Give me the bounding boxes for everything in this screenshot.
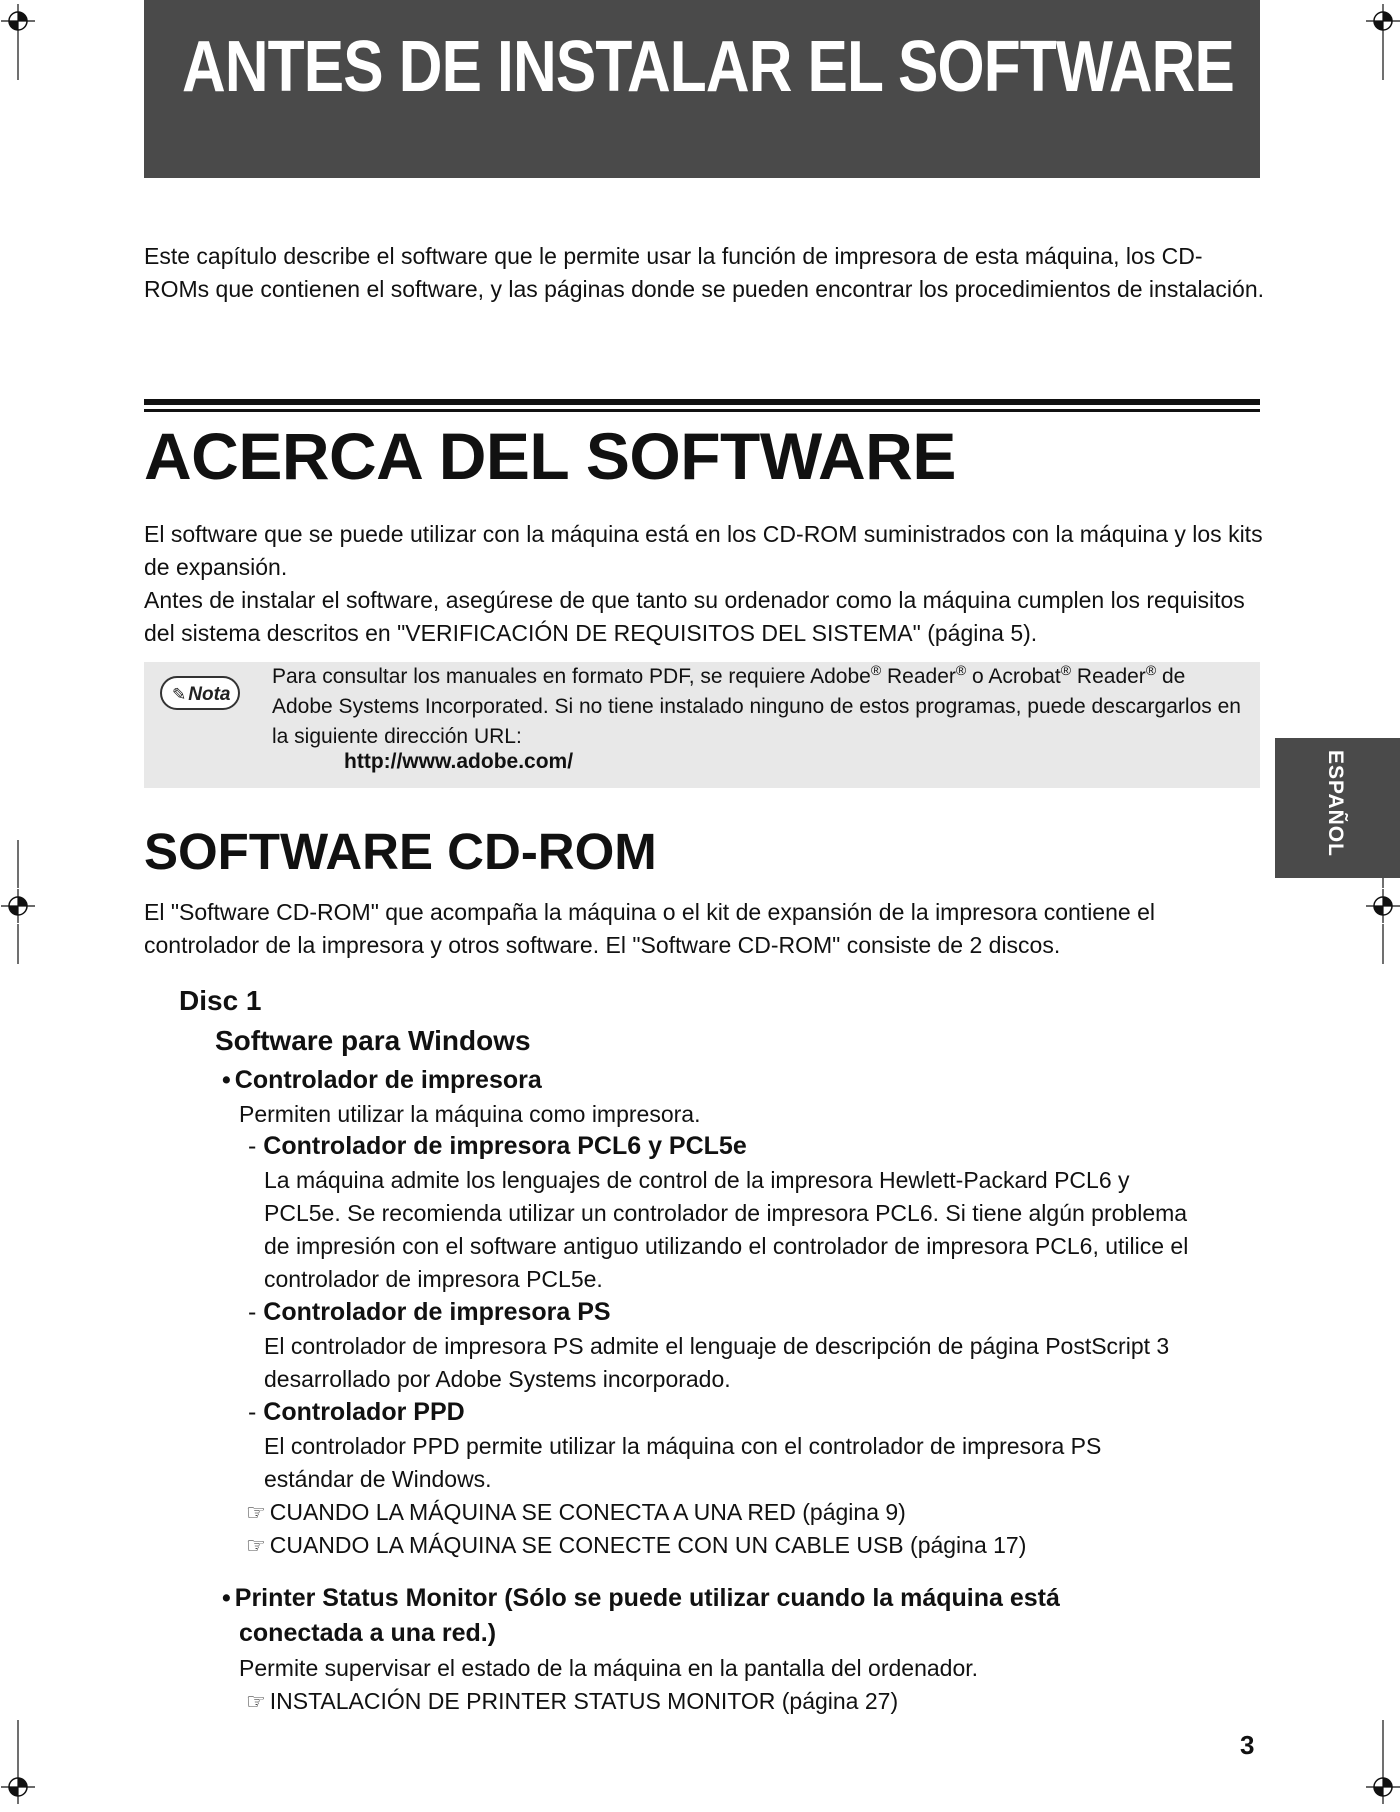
note-badge — [160, 676, 240, 710]
bullet-status-monitor-desc: Permite supervisar el estado de la máquina en la pantalla del ordenador. — [239, 1655, 979, 1681]
item-ppd-line-2: estándar de Windows. — [264, 1466, 492, 1492]
section-rule-thick — [144, 399, 1260, 405]
note-badge-label: Nota — [188, 684, 231, 705]
adobe-url-link[interactable]: http://www.adobe.com/ — [344, 750, 574, 773]
reference-status-monitor[interactable]: ☞ INSTALACIÓN DE PRINTER STATUS MONITOR (página 27) — [246, 1688, 899, 1714]
item-pcl6-line-4: controlador de impresora PCL5e. — [264, 1266, 603, 1292]
disc1-title: Disc 1 — [179, 985, 262, 1016]
item-pcl6-line-1: La máquina admite los lenguajes de control de la impresora Hewlett-Packard PCL6 y — [264, 1167, 1130, 1193]
registration-mark-mid-left — [1, 889, 35, 923]
chapter-banner — [144, 0, 1260, 178]
item-ps-line-1: El controlador de impresora PS admite el lenguaje de descripción de página PostScript 3 — [264, 1333, 1170, 1359]
intro-paragraph: Este capítulo describe el software que le permite usar la función de impresora de esta máquina, los CD-ROMs que contienen el software, y las páginas donde se pueden encontrar los procedimientos de instalación. — [144, 243, 1265, 302]
note-box — [144, 662, 1260, 788]
item-ppd-line-1: El controlador PPD permite utilizar la máquina con el controlador de impresora PS — [264, 1433, 1102, 1459]
item-pcl6-line-2: PCL5e. Se recomienda utilizar un controlador de impresora PCL6. Si tiene algún problema — [264, 1200, 1188, 1226]
bullet-printer-driver-desc: Permiten utilizar la máquina como impresora. — [239, 1101, 701, 1127]
section-rule-thin — [144, 409, 1260, 412]
disc1-subtitle: Software para Windows — [215, 1025, 531, 1056]
about-paragraph-2: Antes de instalar el software, asegúrese de que tanto su ordenador como la máquina cumplen los requisitos del sistema descritos en "VERIFICACIÓN DE REQUISITOS DEL SISTEMA" (página 5). — [144, 587, 1245, 646]
registration-mark-bottom-left — [1, 1770, 35, 1804]
pointing-hand-icon: ☞ — [246, 1689, 266, 1714]
item-pcl6-line-3: de impresión con el software antiguo utilizando el controlador de impresora PCL6, utilice el — [264, 1233, 1189, 1259]
bullet-status-monitor: • Printer Status Monitor (Sólo se puede utilizar cuando la máquina está — [222, 1584, 1060, 1612]
reference-usb[interactable]: ☞ CUANDO LA MÁQUINA SE CONECTE CON UN CABLE USB (página 17) — [246, 1532, 1027, 1558]
page-number: 3 — [1240, 1730, 1255, 1760]
item-ps-title: - Controlador de impresora PS — [248, 1298, 611, 1326]
language-side-tab — [1275, 738, 1400, 878]
registration-mark-bottom-right — [1366, 1770, 1400, 1804]
section-title-cd-rom: SOFTWARE CD-ROM — [144, 823, 657, 880]
item-ppd-title: - Controlador PPD — [248, 1398, 465, 1426]
bullet-printer-driver: • Controlador de impresora — [222, 1066, 542, 1094]
bullet-status-monitor-line-2: conectada a una red.) — [239, 1619, 497, 1647]
note-text: Para consultar los manuales en formato PDF, se requiere Adobe® Reader® o Acrobat® Reader® de Adobe Systems Incorporated. Si no tiene instalado ninguno de estos programas, puede descargarlos en la siguiente dirección URL: — [272, 662, 1241, 748]
item-pcl6-pcl5e-title: - Controlador de impresora PCL6 y PCL5e — [248, 1132, 747, 1160]
pointing-hand-icon: ☞ — [246, 1500, 266, 1525]
reference-network[interactable]: ☞ CUANDO LA MÁQUINA SE CONECTA A UNA RED (página 9) — [246, 1499, 906, 1525]
section-title-about: ACERCA DEL SOFTWARE — [144, 419, 956, 493]
pointing-hand-icon: ☞ — [246, 1533, 266, 1558]
cd-rom-paragraph: El "Software CD-ROM" que acompaña la máquina o el kit de expansión de la impresora contiene el controlador de la impresora y otros software. El "Software CD-ROM" consiste de 2 discos. — [144, 899, 1155, 958]
registration-mark-top-right — [1366, 4, 1400, 38]
about-paragraph-1: El software que se puede utilizar con la máquina está en los CD-ROM suministrados con la máquina y los kits de expansión. — [144, 521, 1263, 580]
pencil-icon: ✎ — [172, 685, 187, 704]
registration-mark-mid-right — [1366, 889, 1400, 923]
item-ps-line-2: desarrollado por Adobe Systems incorporado. — [264, 1366, 731, 1392]
registration-mark-top-left — [1, 4, 35, 38]
chapter-title: ANTES DE INSTALAR EL SOFTWARE — [182, 27, 1234, 107]
language-side-tab-label: ESPAÑOL — [1324, 750, 1347, 857]
